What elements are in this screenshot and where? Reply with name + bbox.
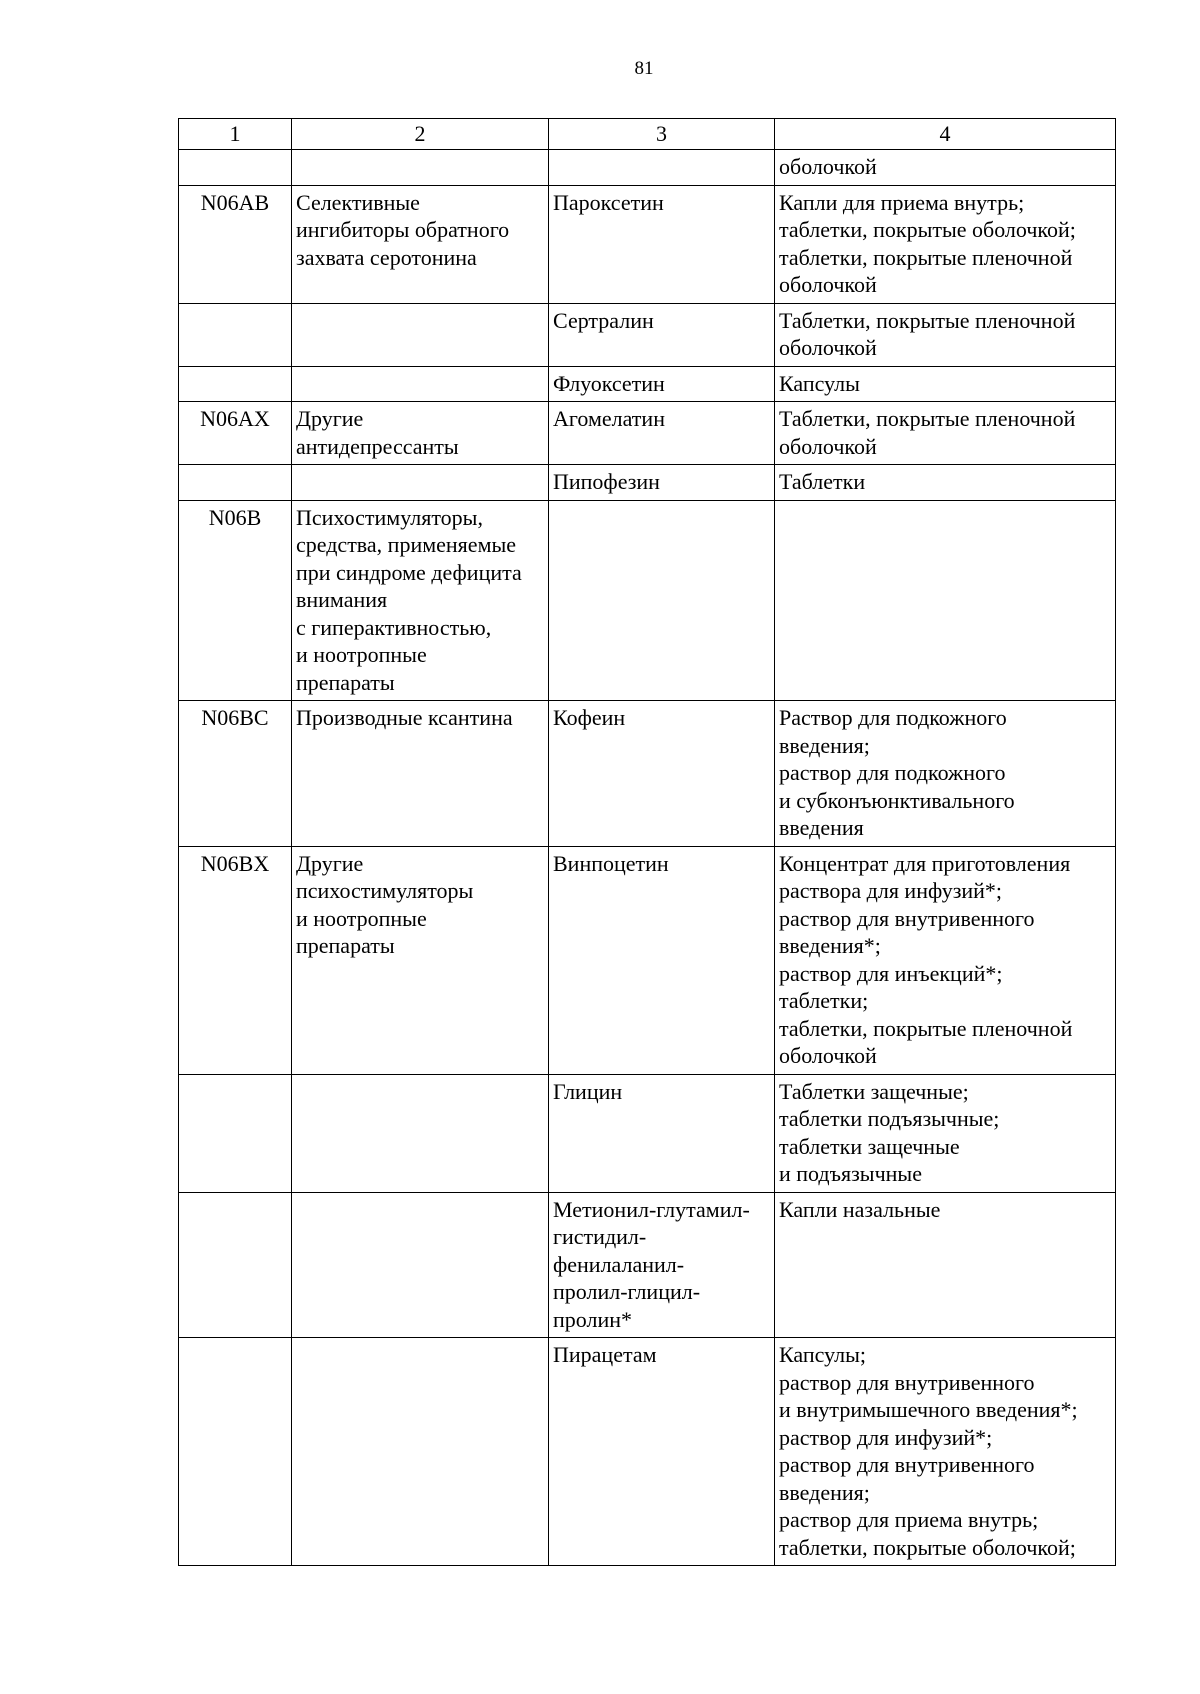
column-header-drug: 3 — [549, 119, 775, 150]
drug-name-cell: Пирацетам — [549, 1338, 775, 1566]
drug-name-cell: Сертралин — [549, 303, 775, 366]
dosage-form-cell: Концентрат для приготовления раствора для инфузий*; раствор для внутривенного введения*; раствор для инъекций*; таблетки; таблетки, покрытые пленочной оболочкой — [775, 846, 1116, 1074]
table-row — [179, 701, 1116, 847]
group-name-cell — [292, 150, 549, 186]
table-row — [179, 185, 1116, 303]
column-header-code: 1 — [179, 119, 292, 150]
drug-name-cell: Пароксетин — [549, 185, 775, 303]
atc-code-cell: N06B — [179, 500, 292, 701]
dosage-form-cell: Таблетки, покрытые пленочной оболочкой — [775, 402, 1116, 465]
dosage-form-cell — [775, 500, 1116, 701]
group-name-cell — [292, 465, 549, 501]
drug-name-cell: Агомелатин — [549, 402, 775, 465]
atc-code-cell: N06AX — [179, 402, 292, 465]
page-number: 81 — [634, 58, 654, 79]
column-header-form: 4 — [775, 119, 1116, 150]
group-name-cell — [292, 303, 549, 366]
dosage-form-cell: оболочкой — [775, 150, 1116, 186]
atc-code-cell — [179, 1074, 292, 1192]
dosage-form-cell: Таблетки защечные; таблетки подъязычные; таблетки защечные и подъязычные — [775, 1074, 1116, 1192]
drug-name-cell: Пипофезин — [549, 465, 775, 501]
dosage-form-cell: Капли для приема внутрь; таблетки, покрытые оболочкой; таблетки, покрытые пленочной оболочкой — [775, 185, 1116, 303]
dosage-form-cell: Раствор для подкожного введения; раствор для подкожного и субконъюнктивального введения — [775, 701, 1116, 847]
table-body — [179, 150, 1116, 1566]
group-name-cell — [292, 366, 549, 402]
group-name-cell — [292, 1192, 549, 1338]
table-row — [179, 402, 1116, 465]
drug-name-cell: Кофеин — [549, 701, 775, 847]
drug-name-cell: Винпоцетин — [549, 846, 775, 1074]
atc-code-cell — [179, 366, 292, 402]
group-name-cell: Селективные ингибиторы обратного захвата серотонина — [292, 185, 549, 303]
atc-code-cell — [179, 303, 292, 366]
dosage-form-cell: Таблетки — [775, 465, 1116, 501]
dosage-form-cell: Капсулы; раствор для внутривенного и внутримышечного введения*; раствор для инфузий*; раствор для внутривенного введения; раствор для приема внутрь; таблетки, покрытые оболочкой; — [775, 1338, 1116, 1566]
atc-code-cell — [179, 150, 292, 186]
table-row — [179, 150, 1116, 186]
atc-code-cell: N06BC — [179, 701, 292, 847]
drug-table — [178, 118, 1116, 1566]
drug-name-cell — [549, 150, 775, 186]
drug-name-cell: Метионил-глутамил- гистидил- фенилаланил- пролил-глицил- пролин* — [549, 1192, 775, 1338]
group-name-cell: Психостимуляторы, средства, применяемые при синдроме дефицита внимания с гиперактивностью, и ноотропные препараты — [292, 500, 549, 701]
atc-code-cell — [179, 1192, 292, 1338]
atc-code-cell — [179, 1338, 292, 1566]
atc-code-cell — [179, 465, 292, 501]
group-name-cell — [292, 1074, 549, 1192]
group-name-cell: Другие психостимуляторы и ноотропные препараты — [292, 846, 549, 1074]
atc-code-cell: N06BX — [179, 846, 292, 1074]
table-row — [179, 1192, 1116, 1338]
group-name-cell — [292, 1338, 549, 1566]
table-row — [179, 1338, 1116, 1566]
drug-name-cell: Глицин — [549, 1074, 775, 1192]
drug-name-cell: Флуоксетин — [549, 366, 775, 402]
drug-name-cell — [549, 500, 775, 701]
dosage-form-cell: Капсулы — [775, 366, 1116, 402]
dosage-form-cell: Таблетки, покрытые пленочной оболочкой — [775, 303, 1116, 366]
table-row — [179, 303, 1116, 366]
table-header-row — [179, 119, 1116, 150]
atc-code-cell: N06AB — [179, 185, 292, 303]
table-row — [179, 465, 1116, 501]
table-row — [179, 500, 1116, 701]
table-row — [179, 1074, 1116, 1192]
table-row — [179, 366, 1116, 402]
group-name-cell: Производные ксантина — [292, 701, 549, 847]
table-row — [179, 846, 1116, 1074]
dosage-form-cell: Капли назальные — [775, 1192, 1116, 1338]
column-header-group: 2 — [292, 119, 549, 150]
group-name-cell: Другие антидепрессанты — [292, 402, 549, 465]
